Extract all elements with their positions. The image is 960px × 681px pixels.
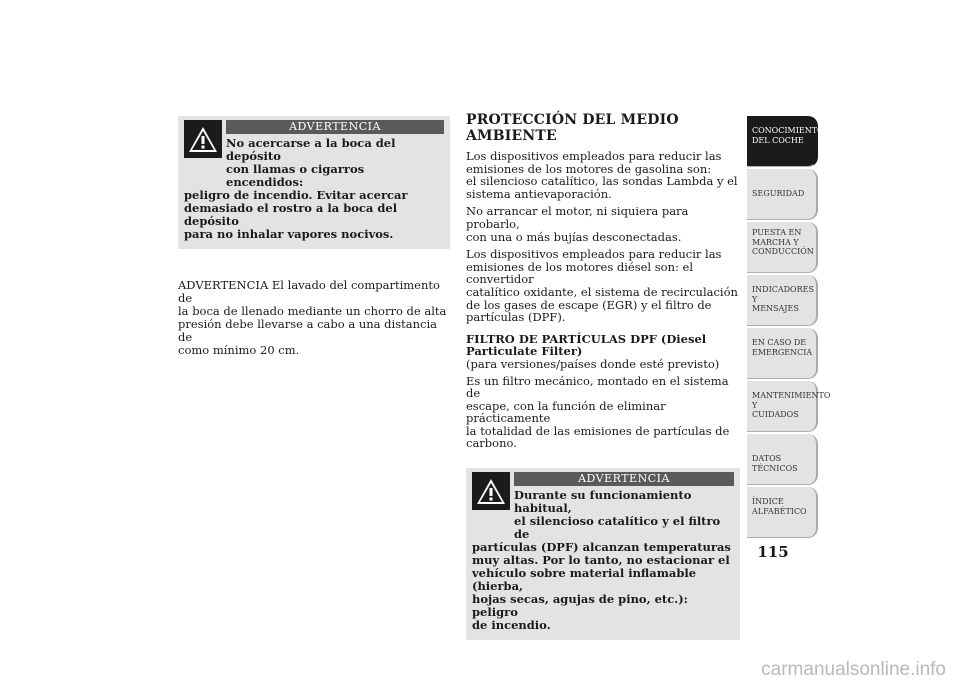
warning-triangle-icon	[184, 120, 222, 158]
page-number: 115	[757, 543, 789, 561]
watermark: carmanualsonline.info	[761, 659, 946, 680]
warning-header: ADVERTENCIA	[226, 120, 444, 134]
fuel-warning-box	[178, 116, 450, 249]
paragraph-diesel: Los dispositivos empleados para reducir las emisiones de los motores diésel son: el convertidor catalítico oxidante, el sistema de recirculación de los gases de escape (EGR) y el filtro de partículas (DPF).	[466, 247, 738, 325]
warning-triangle-icon	[472, 472, 510, 510]
tab-emergencia[interactable]: EN CASO DE EMERGENCIA	[747, 328, 818, 379]
section-title: PROTECCIÓN DEL MEDIO AMBIENTE	[466, 112, 679, 144]
paragraph-spark-plugs: No arrancar el motor, ni siquiera para probarlo, con una o más bujías desconectadas.	[466, 204, 689, 244]
tab-mantenimiento[interactable]: MANTENIMIENTO Y CUIDADOS	[747, 381, 818, 432]
left-column	[178, 116, 450, 357]
tab-datos-tecnicos[interactable]: DATOS TÉCNICOS	[747, 434, 818, 485]
paragraph-gasoline: Los dispositivos empleados para reducir las emisiones de los motores de gasolina son: el silencioso catalítico, las sondas Lambda y el sistema antievaporación.	[466, 149, 738, 201]
paragraph-versions: (para versiones/países donde esté previsto)	[466, 356, 720, 371]
tab-indicadores[interactable]: INDICADORES Y MENSAJES	[747, 275, 818, 326]
paragraph-dpf: Es un filtro mecánico, montado en el sistema de escape, con la función de eliminar prácticamente la totalidad de las emisiones de partículas de carbono.	[466, 373, 730, 451]
dpf-warning-box	[466, 468, 740, 640]
dpf-subtitle: FILTRO DE PARTÍCULAS DPF (Diesel Particulate Filter)	[466, 331, 707, 359]
right-column	[466, 112, 740, 640]
chapter-tabs	[747, 116, 831, 540]
tab-seguridad[interactable]: SEGURIDAD	[747, 169, 818, 220]
tab-puesta-en-marcha[interactable]: PUESTA EN MARCHA Y CONDUCCIÓN	[747, 222, 818, 273]
warning-text: Durante su funcionamiento habitual, el silencioso catalítico y el filtro de partículas (DPF) alcanzan temperaturas muy altas. Por lo tanto, no estacionar el vehículo sobre material inflamable (hierba, hojas secas, agujas de pino, etc.): peligro de incendio.	[472, 488, 731, 633]
warning-header: ADVERTENCIA	[514, 472, 734, 486]
tab-indice-alfabetico[interactable]: ÍNDICE ALFABÉTICO	[747, 487, 818, 538]
tab-conocimiento-del-coche[interactable]: CONOCIMIENTO DEL COCHE	[747, 116, 818, 167]
washing-paragraph: ADVERTENCIA El lavado del compartimento de la boca de llenado mediante un chorro de alta presión debe llevarse a cabo a una distancia de como mínimo 20 cm.	[178, 278, 447, 357]
warning-text: No acercarse a la boca del depósito con llamas o cigarros encendidos: peligro de incendio. Evitar acercar demasiado el rostro a la boca del depósito para no inhalar vapores nocivos.	[184, 136, 408, 241]
